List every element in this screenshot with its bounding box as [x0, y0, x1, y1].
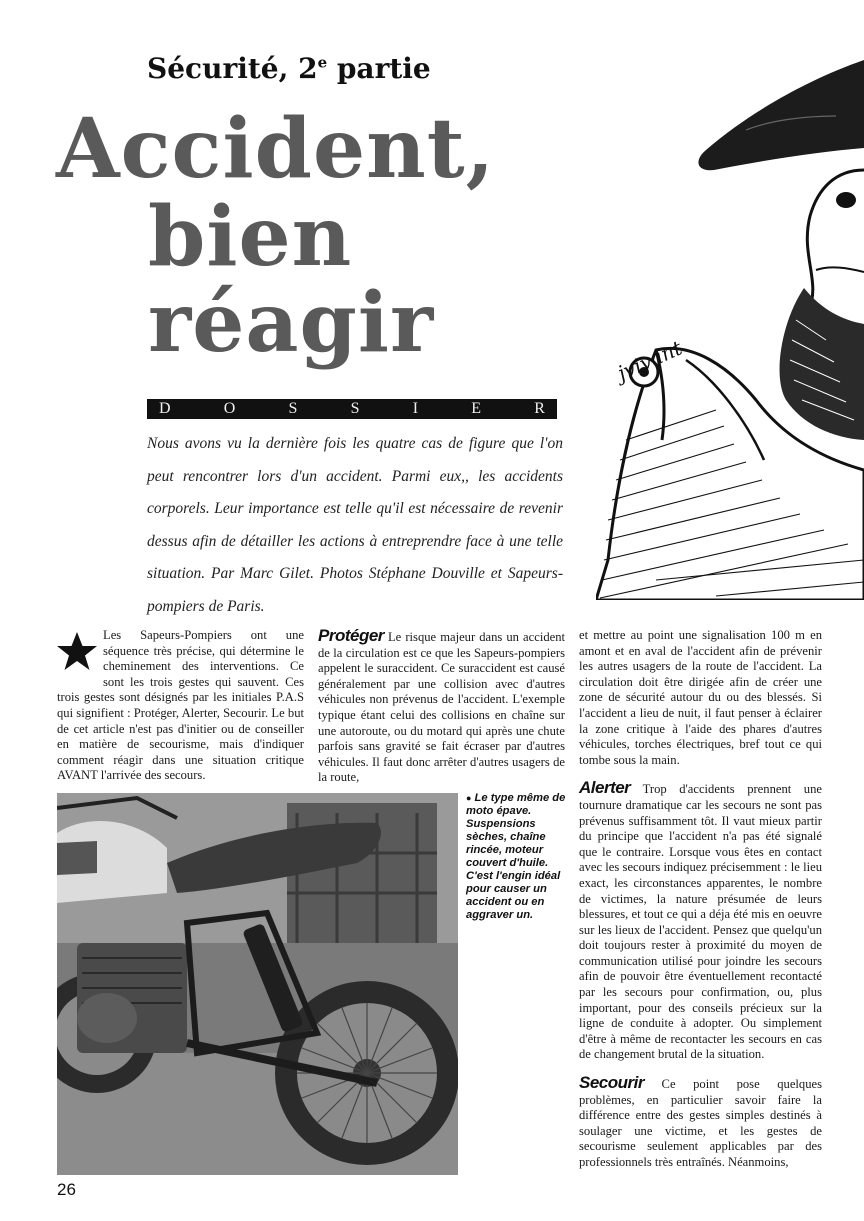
headline-line-3: réagir [148, 275, 435, 371]
page-number: 26 [57, 1180, 76, 1199]
photo-caption [466, 792, 566, 922]
subhead-secourir: Secourir [579, 1073, 644, 1093]
column-2 [318, 628, 565, 786]
headline-line-1: Accident, [56, 101, 496, 197]
secourir-text: Ce point pose quelques problèmes, en particulier savoir faire la différence entre des gestes simples destinés à soulager une victime, et les gestes de secourisme seulement applicables par des professionnels très entraînés. Néanmoins, [579, 1077, 822, 1169]
subhead-alerter: Alerter [579, 778, 631, 798]
headline-line-2: bien [148, 189, 353, 285]
dossier-letter: O [223, 400, 236, 417]
column-3-paragraph-3 [579, 1075, 822, 1171]
cartoon-signature: jvivant [613, 335, 686, 386]
star-icon [55, 630, 101, 678]
intro-paragraph: Nous avons vu la dernière fois les quatre cas de figure que l'on peut rencontrer lors d'un accident. Parmi eux,, les accidents corporels. Leur importance est telle qu'il est nécessaire de revenir dessus afin de détailler les actions à entreprendre face à une telle situation. Par Marc Gilet. Photos Stéphane Douville et Sapeurs-pompiers de Paris. [147, 435, 563, 615]
dossier-letter: S [350, 400, 360, 417]
dossier-letter: D [159, 400, 171, 417]
dossier-letter: E [471, 400, 482, 417]
dossier-letter: I [412, 400, 419, 417]
subhead-proteger: Protéger [318, 626, 384, 645]
bullet-icon: ● [466, 793, 472, 803]
dossier-letter: R [534, 400, 545, 417]
alerter-text: Trop d'accidents prennent une tournure dramatique car les secours ne sont pas prévenus suffisamment tôt. Il vaut mieux partir du principe que l'accident n'a pas été signalé que le contraire. Lorsque vous êtes en contact avec les secours indiquez précisemment : le lieu exact, les circonstances apparentes, le nombre de victimes, la nature présumée de leurs blessures, et tout ce qui a déja été mis en oeuvre sur les lieux de l'accident. Pensez que quelqu'un doit toujours rester à proximité du moyen de communication utilisé pour joindre les secours afin de pouvoir être éventuellement recontacté par les secours pour confirmation, ou, plus important, pour des conseils précieux sur la ligne de conduite à adopter. Ou simplement d'être à même de recontacter les secours en cas de changement brutal de la situation. [579, 782, 822, 1062]
column-2-text: Le risque majeur dans un accident de la circulation est ce que les Sapeurs-pompiers appelent le suraccident. Ce suraccident est causé généralement par une collision avec d'autres véhicules non prévenus de l'accident. L'exemple typique étant celui des collisions en chaîne sur une autoroute, ou du motard qui après une chute parfois sans gravité se fait écraser par d'autres véhicules. Il faut donc arrêter d'autres usagers de la route, [318, 630, 565, 785]
column-3-paragraph-1: et mettre au point une signalisation 100 m en amont et en aval de l'accident afin de prévenir les autres usagers de la route de l'accident. La circulation doit être dirigée afin de créer une zone de sécurité autour du ou des blessés. Si l'accident a lieu de nuit, il faut penser à éclairer la zone critique à l'aide des phares d'autres véhicules, torches électriques, bref tout ce qui tombe sous la main. [579, 628, 822, 767]
cartoon-illustration [596, 20, 864, 600]
dossier-bar [147, 399, 557, 419]
motorcycle-photo [57, 793, 458, 1175]
section-kicker: Sécurité, 2e partie [147, 52, 431, 85]
column-1 [57, 628, 304, 784]
column-3-paragraph-2 [579, 780, 822, 1063]
column-1-text: Les Sapeurs-Pompiers ont une séquence très précise, qui détermine le cheminement des interventions. Ce sont les trois gestes qui sauvent. Ces trois gestes sont désignés par les initiales P.A.S qui signifient : Protéger, Alerter, Secourir. Le but de cet article n'est pas d'initier ou de conseiller en matière de secourisme, mais d'indiquer comment réagir dans une situation critique AVANT l'arrivée des secours. [57, 628, 304, 783]
column-3 [579, 628, 822, 1171]
dossier-letter: S [288, 400, 298, 417]
caption-text: Le type même de moto épave. Suspensions sèches, chaîne rincée, moteur couvert d'huile. C'est l'engin idéal pour causer un accident ou en aggraver un. [466, 792, 566, 921]
